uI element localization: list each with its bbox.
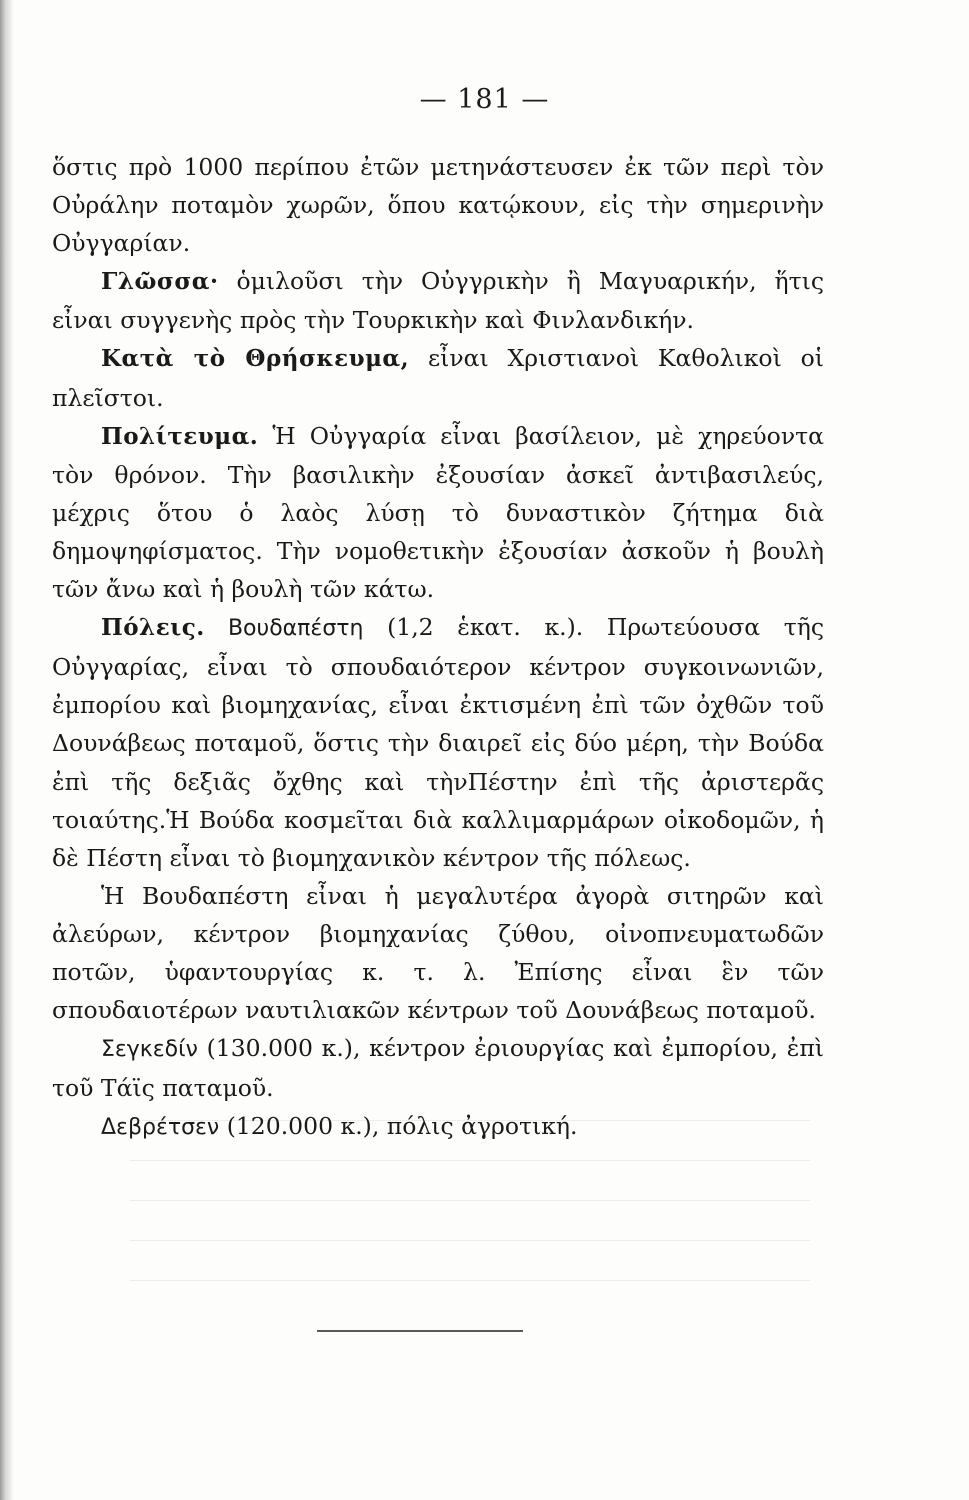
bleed-through-line <box>130 1240 810 1241</box>
city-name-szeged: Σεγκεδίν <box>101 1037 198 1063</box>
paragraph-religion <box>52 339 824 416</box>
page-edge-shadow <box>0 0 14 1500</box>
bleed-through-line <box>130 1160 810 1161</box>
bleed-through-line <box>130 1280 810 1281</box>
city-name-debrecen: Δεβρέτσεν <box>101 1115 220 1141</box>
paragraph-body: ὅστις πρὸ 1000 περίπου ἐτῶν μετηνάστευσεν ἐκ τῶν περὶ τὸν Οὐράλην ποταμὸν χωρῶν, ὅπου κατῴκουν, εἰς τὴν σημερινὴν Οὐγγαρίαν. <box>52 153 824 258</box>
paragraph-body: Ἡ Οὐγγαρία εἶναι βασίλειον, μὲ χηρεύοντα τὸν θρόνον. Τὴν βασιλικὴν ἐξουσίαν ἀσκεῖ ἀντιβασιλεύς, μέχρις ὅτου ὁ λαὸς λύσῃ τὸ δυναστικὸν ζήτημα διὰ δημοψηφίσματος. Τὴν νομοθετικὴν ἐξουσίαν ἀσκοῦν ἡ βουλὴ τῶν ἄνω καὶ ἡ βουλὴ τῶν κάτω. <box>52 421 824 604</box>
paragraph-body: Ἡ Βουδαπέστη εἶναι ἡ μεγαλυτέρα ἀγορὰ σιτηρῶν καὶ ἀλεύρων, κέντρον βιομηχανίας ζύθου, οἰνοπνευματωδῶν ποτῶν, ὑφαντουργίας κ. τ. λ. Ἐπίσης εἶναι ἓν τῶν σπουδαιοτέρων ναυτιλιακῶν κέντρων τοῦ Δουνάβεως ποταμοῦ. <box>52 881 824 1025</box>
paragraph-budapest-market <box>52 877 824 1029</box>
page-number: — 181 — <box>419 84 550 115</box>
section-heading-religion: Κατὰ τὸ Θρήσκευμα, <box>101 345 410 373</box>
paragraph-debrecen <box>52 1107 824 1147</box>
city-name-budapest: Βουδαπέστη <box>204 616 364 642</box>
paragraph-body: (130.000 κ.), κέντρον ἐριουργίας καὶ ἐμπορίου, ἐπὶ τοῦ Τάϊς παταμοῦ. <box>52 1034 824 1103</box>
bleed-through-line <box>130 1200 810 1201</box>
paragraph-body: (120.000 κ.), πόλις ἀγροτική. <box>219 1112 578 1141</box>
paragraph-body: εἶναι Χριστιανοὶ Καθολικοὶ οἱ πλεῖστοι. <box>52 344 824 412</box>
bleed-through-line <box>130 1120 810 1121</box>
paragraph-government <box>52 417 824 608</box>
paragraph-body: (1,2 ἑκατ. κ.). Πρωτεύουσα τῆς Οὐγγαρίας, εἶναι τὸ σπουδαιότερον κέντρον συγκοινωνιῶν, ἐμπορίου καὶ βιομηχανίας, εἶναι ἐκτισμένη ἐπὶ τῶν ὀχθῶν τοῦ Δουνάβεως ποταμοῦ, ὅστις τὴν διαιρεῖ εἰς δύο μέρη, τὴν Βούδα ἐπὶ τῆς δεξιᾶς ὄχθης καὶ τὴνΠέστην ἐπὶ τῆς ἀριστερᾶς τοιαύτης.Ἡ Βούδα κοσμεῖται διὰ καλλιμαρμάρων οἰκοδομῶν, ἡ δὲ Πέστη εἶναι τὸ βιομηχανικὸν κέντρον τῆς πόλεως. <box>52 613 824 872</box>
section-heading-government: Πολίτευμα. <box>101 422 259 450</box>
paragraph-intro <box>52 148 824 262</box>
paragraph-szeged <box>52 1029 824 1107</box>
page-text <box>52 148 824 1147</box>
paragraph-cities <box>52 608 824 877</box>
paragraph-language <box>52 262 824 339</box>
section-heading-language: Γλῶσσα· <box>101 268 219 296</box>
paragraph-body: ὁμιλοῦσι τὴν Οὐγγρικὴν ἢ Μαγυαρικήν, ἥτις εἶναι συγγενὴς πρὸς τὴν Τουρκικὴν καὶ Φινλανδικήν. <box>52 267 824 335</box>
bottom-divider-rule <box>317 1330 523 1332</box>
section-heading-cities: Πόλεις. <box>101 614 205 642</box>
